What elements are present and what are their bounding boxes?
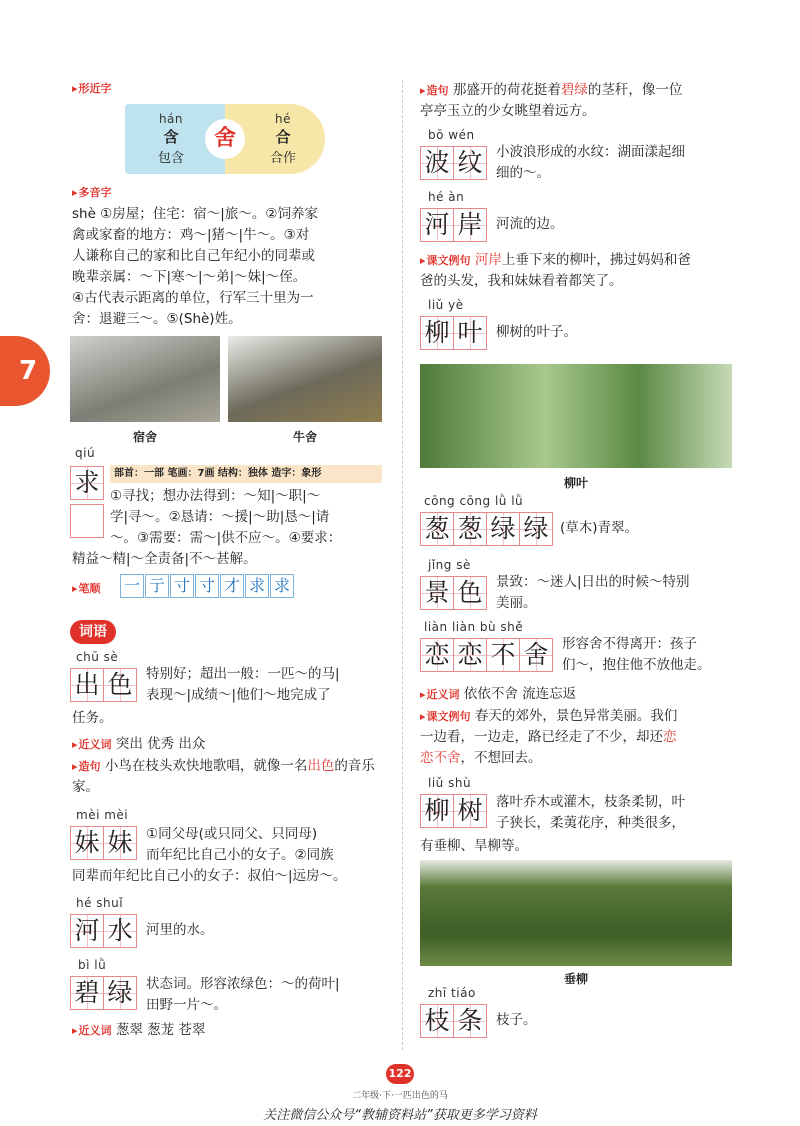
- similar-a-word: 包含: [157, 151, 184, 166]
- def-line: 而年纪比自己小的女子。②同族: [146, 847, 334, 863]
- def-line: 美丽。: [496, 595, 537, 611]
- zhitiao-pinyin: zhī tiáo: [428, 986, 476, 1000]
- example-highlight: 出色: [307, 758, 335, 774]
- word-char: 树: [453, 794, 487, 828]
- stroke-step: 寸: [195, 574, 219, 598]
- word-char: 恋: [420, 638, 454, 672]
- jingse-definition: [496, 572, 736, 614]
- poly-tag: ▸ 多音字: [72, 184, 112, 200]
- word-char: 柳: [420, 794, 454, 828]
- bilv-definition: [146, 974, 386, 1016]
- def-line: 们～，抱住他不放他走。: [562, 657, 711, 673]
- qiu-line: 学|寻～。②恳请：～援|～助|恳～|请: [110, 509, 330, 525]
- def-line: 表现～|成绩～|他们～地完成了: [146, 687, 331, 703]
- similar-b-word: 合作: [269, 151, 296, 166]
- bilv-synonyms: [72, 1020, 205, 1041]
- stroke-step: 求: [270, 574, 294, 598]
- example-highlight: 碧绿: [560, 82, 588, 98]
- hean-pinyin: hé àn: [428, 190, 465, 204]
- qiu-line: ～。③需要：需～|供不应～。④要求：: [110, 530, 342, 546]
- poly-line: 人谦称自己的家和比自己年纪小的同辈或: [72, 248, 315, 264]
- word-char: 妹: [103, 826, 137, 860]
- lianlian-definition: [562, 634, 738, 676]
- qiu-info: 部首：一部 笔画：7画 结构：独体 造字：象形: [110, 465, 382, 483]
- cow-photo: [228, 336, 382, 422]
- lianlian-pinyin: liàn liàn bù shě: [424, 620, 524, 634]
- lianlian-synonyms: [420, 684, 576, 705]
- congcong-char-box: [420, 512, 552, 546]
- similar-a-pinyin: hán: [158, 112, 184, 126]
- qiu-blank-grid: [70, 504, 104, 538]
- stroke-step: 亍: [145, 574, 169, 598]
- willow-leaf-photo: [420, 364, 732, 468]
- stroke-step: 求: [245, 574, 269, 598]
- heshui-definition: 河里的水。: [146, 922, 214, 938]
- def-line: 田野一片～。: [146, 997, 227, 1013]
- liuye-definition: 柳树的叶子。: [496, 324, 577, 340]
- word-char: 不: [486, 638, 520, 672]
- chapter-number: 7: [18, 356, 38, 386]
- qiu-definition: [110, 486, 384, 549]
- cow-caption: 牛舍: [292, 430, 317, 444]
- hean-example: [420, 250, 738, 292]
- example-highlight: 恋: [663, 729, 677, 745]
- dorm-caption: 宿舍: [132, 430, 157, 444]
- def-line: 状态词。形容浓绿色：～的荷叶|: [146, 976, 340, 992]
- syn-tag: ▸ 近义词: [420, 688, 460, 701]
- qiu-pinyin: qiú: [75, 446, 96, 460]
- example-text: 一边看，一边走，路已经走了不少，却还: [420, 729, 663, 745]
- words-header: 词语: [70, 620, 116, 644]
- example-tag: ▸ 课文例句: [420, 254, 471, 267]
- dorm-photo: [70, 336, 220, 422]
- bowen-char-box: [420, 146, 486, 180]
- poly-line: 禽或家畜的地方：鸡～|猪～|牛～。③对: [72, 227, 310, 243]
- chuse-definition: [146, 664, 386, 706]
- word-char: 枝: [420, 1004, 454, 1038]
- chuse-synonyms: [72, 734, 205, 755]
- top-example: [420, 80, 738, 122]
- bilv-char-box: [70, 976, 136, 1010]
- meimei-pinyin: mèi mèi: [76, 808, 129, 822]
- word-char: 恋: [453, 638, 487, 672]
- page-number: 122: [386, 1064, 414, 1084]
- congcong-definition: (草木)青翠。: [560, 520, 639, 536]
- example-text: 亭亭玉立的少女眺望着远方。: [420, 103, 596, 119]
- example-highlight: 河岸: [474, 252, 502, 268]
- word-char: 岸: [453, 208, 487, 242]
- def-line: 有垂柳、旱柳等。: [420, 838, 528, 854]
- bowen-definition: [496, 142, 736, 184]
- def-line: 特别好；超出一般：一匹～的马|: [146, 666, 340, 682]
- heshui-char-box: [70, 914, 136, 948]
- liuye-char-box: [420, 316, 486, 350]
- word-char: 出: [70, 668, 104, 702]
- liushu-pinyin: liǔ shù: [428, 776, 472, 790]
- similar-char-box: [125, 104, 325, 174]
- stroke-step: 才: [220, 574, 244, 598]
- word-char: 河: [70, 914, 104, 948]
- word-char: 舍: [519, 638, 553, 672]
- liuye-pinyin: liǔ yè: [428, 298, 464, 312]
- weeping-willow-caption: 垂柳: [563, 972, 588, 986]
- word-char: 碧: [70, 976, 104, 1010]
- example-tag: ▸ 造句: [72, 760, 101, 773]
- hean-definition: 河流的边。: [496, 216, 564, 232]
- jingse-pinyin: jǐng sè: [428, 558, 471, 572]
- zhitiao-definition: 枝子。: [496, 1012, 537, 1028]
- word-char: 色: [103, 668, 137, 702]
- chapter-tab: [0, 336, 50, 406]
- syn-tag: ▸ 近义词: [72, 1024, 112, 1037]
- example-text: 的茎秆，像一位: [587, 82, 683, 98]
- def-line: 小波浪形成的水纹：湖面漾起细: [496, 144, 685, 160]
- poly-line: ④古代表示距离的单位，行军三十里为一: [72, 290, 314, 306]
- def-line: ①同父母(或只同父、只同母): [146, 826, 318, 842]
- example-text: 春天的郊外，景色异常美丽。我们: [474, 708, 678, 724]
- willow-leaf-caption: 柳叶: [563, 476, 588, 490]
- chuse-example: [72, 756, 388, 798]
- word-char: 波: [420, 146, 454, 180]
- word-char: 水: [103, 914, 137, 948]
- syn-words: 葱翠 葱茏 苍翠: [115, 1022, 206, 1038]
- chuse-char-box: [70, 668, 136, 702]
- def-line: 落叶乔木或灌木，枝条柔韧，叶: [496, 794, 685, 810]
- zhitiao-char-box: [420, 1004, 486, 1038]
- syn-words: 依依不舍 流连忘返: [463, 686, 577, 702]
- example-highlight: 恋不舍: [420, 750, 461, 766]
- bowen-pinyin: bō wén: [428, 128, 475, 142]
- footer-notice: 关注微信公众号“教辅资料站”获取更多学习资料: [263, 1108, 537, 1123]
- word-char: 妹: [70, 826, 104, 860]
- chuse-pinyin: chū sè: [76, 650, 119, 664]
- def-line: 子狭长，柔荑花序，种类很多，: [496, 815, 685, 831]
- example-text: ，不想回去。: [460, 750, 542, 766]
- word-char: 条: [453, 1004, 487, 1038]
- example-tag: ▸ 课文例句: [420, 710, 471, 723]
- footer-chapter-line: 二年级·下·一匹出色的马: [352, 1091, 448, 1101]
- qiu-char: 求: [70, 466, 104, 500]
- word-char: 绿: [519, 512, 553, 546]
- poly-definition: [72, 204, 392, 330]
- word-char: 葱: [420, 512, 454, 546]
- stroke-order: [120, 574, 295, 598]
- example-text: 的音乐家。: [72, 758, 375, 795]
- example-text: 那盛开的荷花挺着: [452, 82, 561, 98]
- def-line: 同辈而年纪比自己小的女子：叔伯～|远房～。: [72, 868, 347, 884]
- heshui-pinyin: hé shuǐ: [76, 896, 124, 910]
- word-char: 葱: [453, 512, 487, 546]
- poly-line: 舍：退避三～。⑤(Shè)姓。: [72, 311, 242, 327]
- liushu-char-box: [420, 794, 486, 828]
- word-char: 色: [453, 576, 487, 610]
- word-char: 河: [420, 208, 454, 242]
- word-char: 柳: [420, 316, 454, 350]
- bilv-pinyin: bì lǜ: [78, 958, 107, 972]
- stroke-step: 一: [120, 574, 144, 598]
- def-line: 景致：～迷人|日出的时候～特别: [496, 574, 690, 590]
- hean-char-box: [420, 208, 486, 242]
- lianlian-example: [420, 706, 740, 769]
- weeping-willow-photo: [420, 860, 732, 966]
- word-char: 叶: [453, 316, 487, 350]
- jingse-char-box: [420, 576, 486, 610]
- similar-b-char: 合: [275, 128, 291, 146]
- similar-a-char: 含: [163, 128, 179, 146]
- strokes-tag: ▸ 笔顺: [72, 580, 101, 596]
- word-char: 绿: [486, 512, 520, 546]
- syn-words: 突出 优秀 出众: [115, 736, 206, 752]
- poly-line: shè ①房屋；住宅：宿～|旅～。②饲养家: [72, 206, 318, 222]
- similar-tag: ▸ 形近字: [72, 80, 112, 96]
- qiu-char-box: [70, 466, 103, 500]
- column-divider: [402, 80, 404, 1050]
- word-char: 纹: [453, 146, 487, 180]
- lianlian-char-box: [420, 638, 552, 672]
- similar-b-pinyin: hé: [275, 112, 291, 126]
- congcong-pinyin: cōng cōng lǜ lǜ: [424, 494, 524, 508]
- example-text: 小鸟在枝头欢快地歌唱，就像一名: [104, 758, 308, 774]
- def-line: 细的～。: [496, 165, 550, 181]
- similar-center-char: 舍: [205, 119, 245, 159]
- meimei-definition: [146, 824, 391, 866]
- word-char: 绿: [103, 976, 137, 1010]
- poly-line: 晚辈亲属：～下|寒～|～弟|～妹|～侄。: [72, 269, 307, 285]
- example-tag: ▸ 造句: [420, 84, 449, 97]
- def-line: 形容舍不得离开：孩子: [562, 636, 697, 652]
- liushu-definition: [496, 792, 740, 834]
- qiu-line: 精益～精|～全责备|不～甚解。: [72, 551, 257, 567]
- syn-tag: ▸ 近义词: [72, 738, 112, 751]
- example-text: 爸的头发，我和妹妹看着都笑了。: [420, 273, 623, 289]
- qiu-line: ①寻找；想办法得到：～知|～职|～: [110, 488, 321, 504]
- def-line: 任务。: [72, 710, 113, 726]
- meimei-char-box: [70, 826, 136, 860]
- example-text: 上垂下来的柳叶，拂过妈妈和爸: [501, 252, 691, 268]
- stroke-step: 寸: [170, 574, 194, 598]
- word-char: 景: [420, 576, 454, 610]
